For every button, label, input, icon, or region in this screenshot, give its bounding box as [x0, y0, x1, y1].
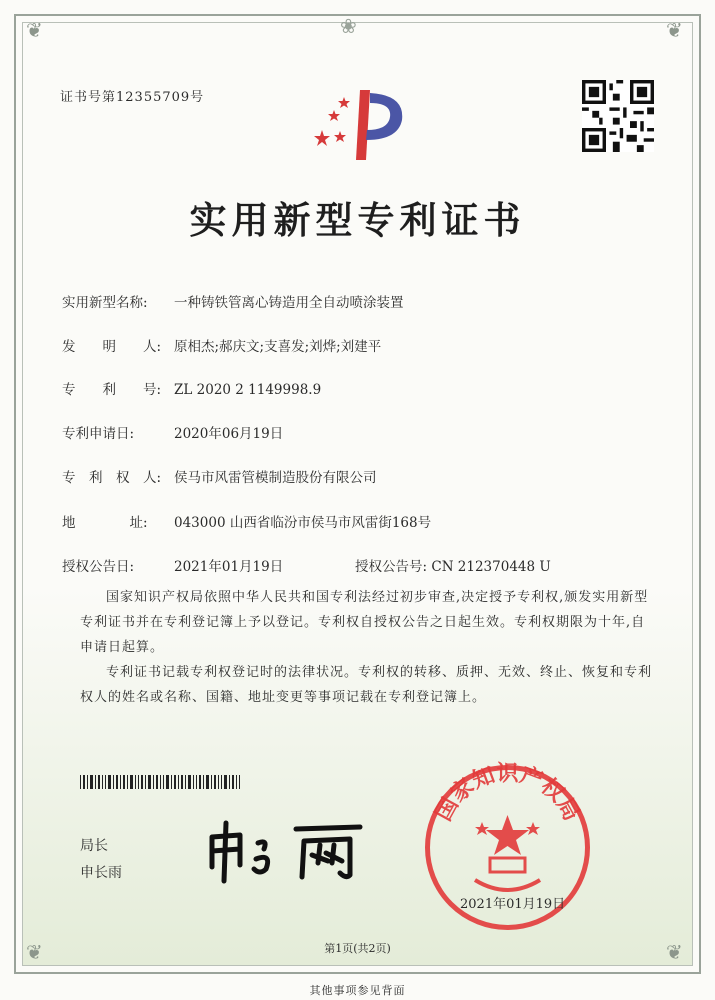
field-label: 地 址:	[62, 515, 148, 531]
director-signature	[200, 815, 370, 885]
field-patent-number	[62, 378, 321, 398]
qr-code	[582, 80, 654, 152]
certificate-number: 证书号第12355709号	[60, 90, 205, 105]
field-label: 发 明 人:	[62, 339, 162, 355]
ornament-bottom-left: ❦	[26, 940, 43, 964]
patent-office-logo	[300, 85, 410, 165]
page-number: 第1页(共2页)	[324, 942, 391, 955]
field-application-date	[62, 422, 283, 442]
field-utility-name	[62, 291, 404, 311]
field-label: 实用新型名称:	[62, 295, 148, 311]
footer-note: 其他事项参见背面	[309, 984, 406, 997]
field-patentee	[62, 466, 377, 486]
field-value: 原相杰;郝庆文;支喜发;刘烨;刘建平	[174, 339, 382, 355]
field-label: 授权公告日:	[62, 559, 135, 575]
barcode	[80, 775, 240, 789]
field-value: 2020年06月19日	[174, 426, 284, 442]
director-title: 局长	[80, 838, 108, 854]
ornament-bottom-right: ❦	[666, 940, 683, 964]
field-value: 043000 山西省临汾市侯马市风雷街168号	[174, 515, 432, 531]
field-value: 侯马市风雷管模制造股份有限公司	[174, 470, 377, 486]
field-inventors	[62, 335, 381, 355]
seal-date: 2021年01月19日	[460, 897, 566, 912]
field-value: CN 212370448 U	[431, 559, 551, 575]
field-value: 2021年01月19日	[174, 559, 284, 575]
field-label: 授权公告号:	[355, 559, 428, 575]
field-label: 专利申请日:	[62, 426, 135, 442]
paragraph-grant: 国家知识产权局依照中华人民共和国专利法经过初步审查,决定授予专利权,颁发实用新型专利证书并在专利登记簿上予以登记。专利权自授权公告之日起生效。专利权期限为十年,自申请日起算。	[80, 590, 649, 655]
ornament-top-left: ❦	[26, 18, 43, 42]
svg-text:国家知识产权局: 国家知识产权局	[431, 761, 584, 826]
field-address	[62, 511, 431, 531]
director-name: 申长雨	[80, 865, 122, 881]
field-grant-date	[62, 555, 283, 575]
field-label: 专 利 号:	[62, 382, 162, 398]
field-label: 专 利 权 人:	[62, 470, 162, 486]
ornament-top-center: ❀	[340, 14, 357, 38]
paragraph-legal-status: 专利证书记载专利权登记时的法律状况。专利权的转移、质押、无效、终止、恢复和专利权人的姓名或名称、国籍、地址变更等事项记载在专利登记簿上。	[80, 665, 653, 705]
certificate-title: 实用新型专利证书	[189, 198, 526, 242]
field-announcement-number	[355, 555, 551, 575]
field-value: 一种铸铁管离心铸造用全自动喷涂装置	[174, 295, 404, 311]
field-value: ZL 2020 2 1149998.9	[174, 382, 322, 398]
ornament-top-right: ❦	[666, 18, 683, 42]
